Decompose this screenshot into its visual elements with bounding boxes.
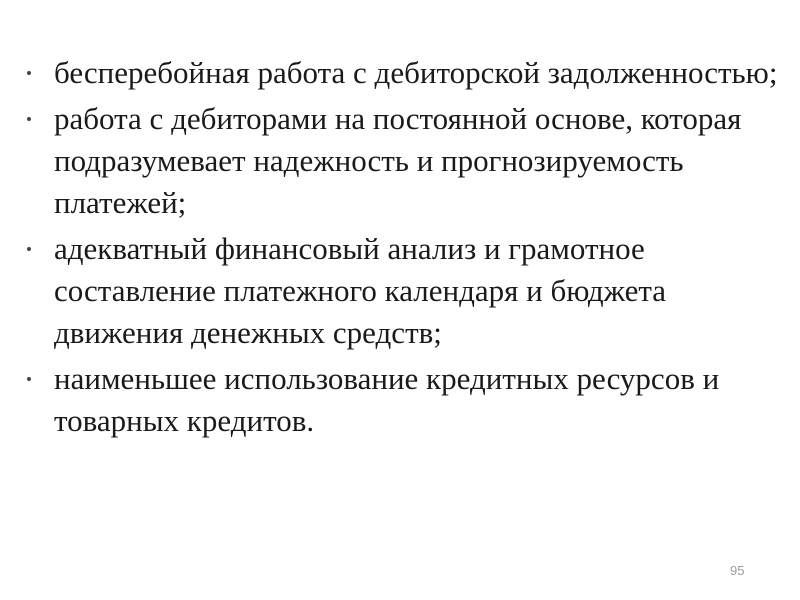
- bullet-dot-icon: [27, 377, 31, 381]
- list-item: [24, 358, 784, 442]
- list-item: [24, 98, 784, 224]
- bullet-text: адекватный финансовый анализ и грамотное составление платежного календаря и бюджета движения денежных средств;: [54, 231, 667, 350]
- page-number: 95: [730, 563, 745, 578]
- bullet-text: наименьшее использование кредитных ресурсов и товарных кредитов.: [54, 361, 720, 438]
- bullet-dot-icon: [27, 247, 31, 251]
- bullet-text: работа с дебиторами на постоянной основе, которая подразумевает надежность и прогнозируемость платежей;: [54, 101, 742, 220]
- bullet-dot-icon: [27, 71, 31, 75]
- bullet-dot-icon: [27, 117, 31, 121]
- list-item: [24, 52, 784, 94]
- list-item: [24, 228, 784, 354]
- bullet-list: [24, 52, 784, 446]
- bullet-text: бесперебойная работа с дебиторской задолженностью;: [54, 55, 778, 90]
